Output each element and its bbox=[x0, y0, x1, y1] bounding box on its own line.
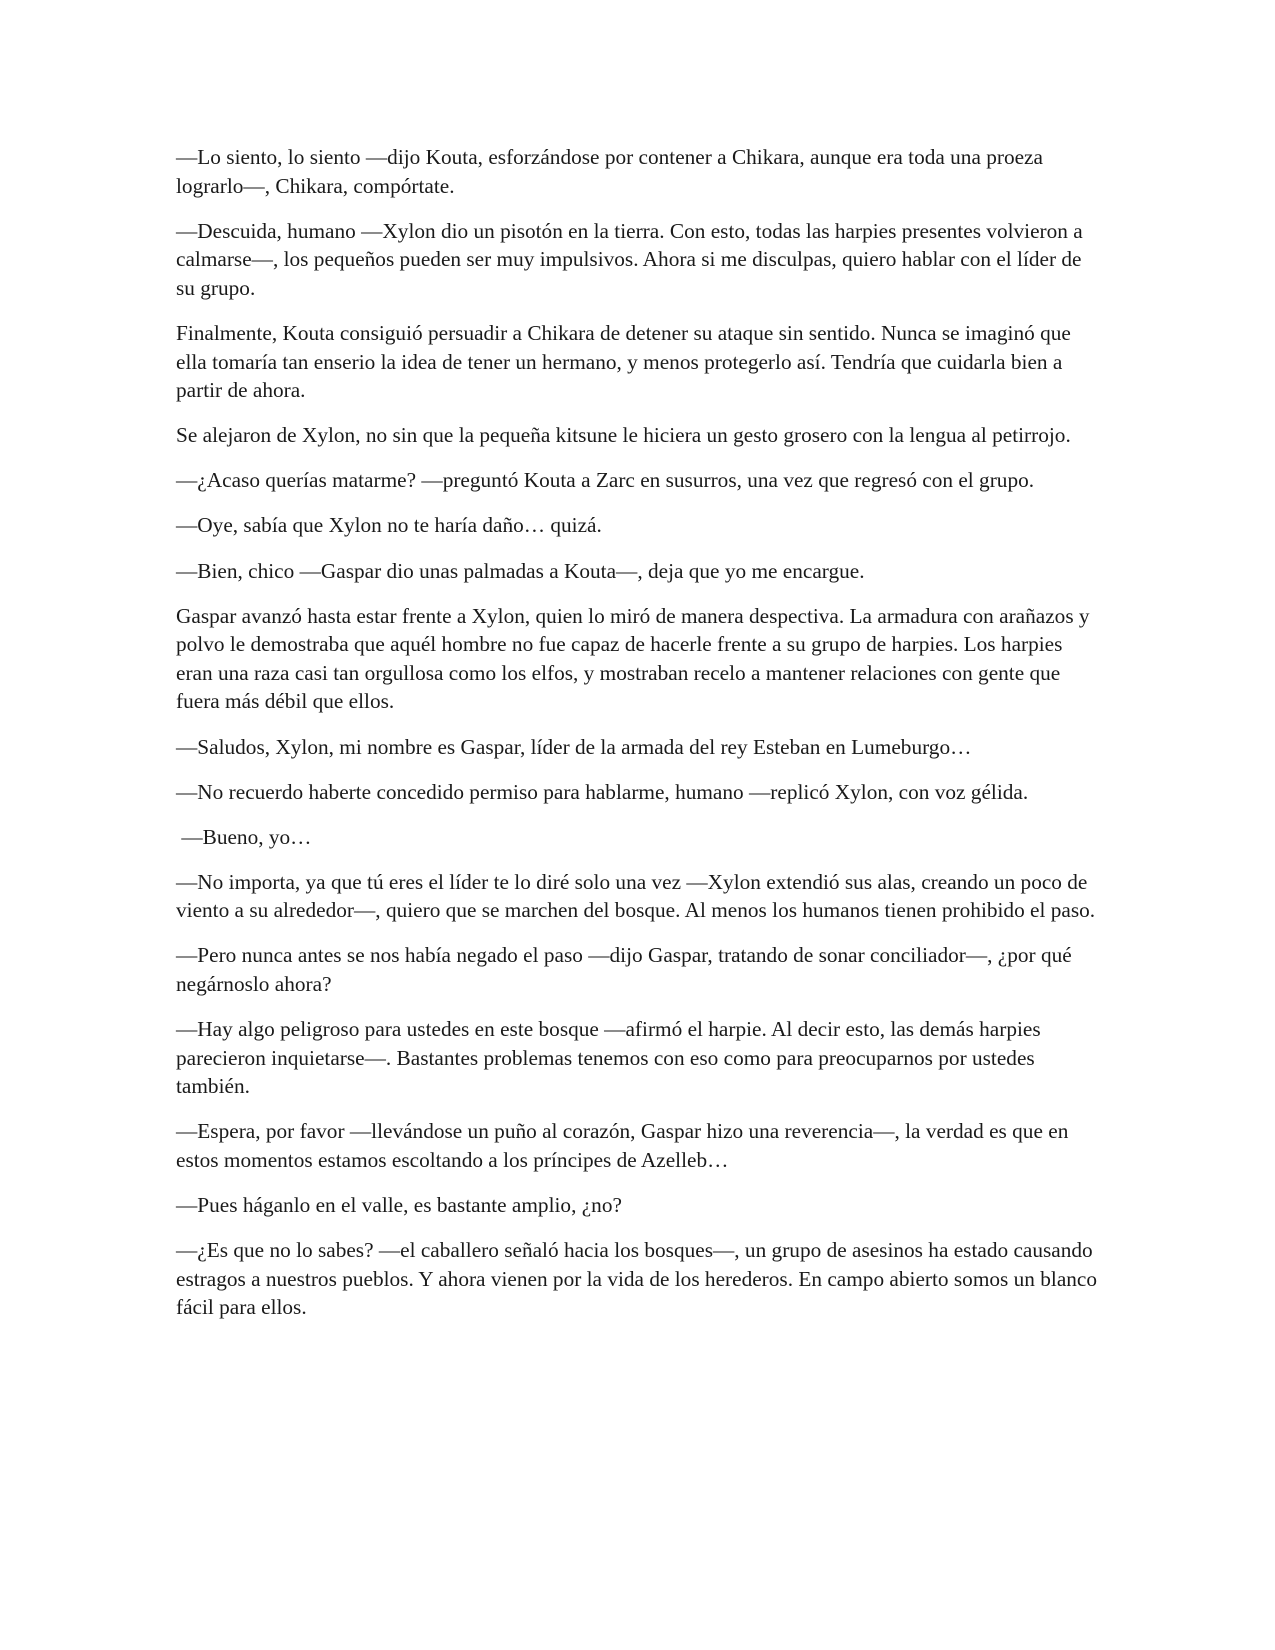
paragraph: —Bien, chico —Gaspar dio unas palmadas a Kouta—, deja que yo me encargue. bbox=[176, 558, 865, 583]
paragraph: Se alejaron de Xylon, no sin que la pequeña kitsune le hiciera un gesto grosero con la lengua al petirrojo. bbox=[176, 423, 1071, 448]
paragraph: —Oye, sabía que Xylon no te haría daño… quizá. bbox=[176, 513, 602, 538]
paragraph: —No recuerdo haberte concedido permiso para hablarme, humano —replicó Xylon, con voz gélida. bbox=[176, 779, 1029, 804]
paragraph: —¿Es que no lo sabes? —el caballero señaló hacia los bosques—, un grupo de asesinos ha estado causando estragos a nuestros pueblos. Y ahora vienen por la vida de los herederos. En campo abierto somos un blanco fácil para ellos. bbox=[176, 1238, 1098, 1320]
paragraph: —Descuida, humano —Xylon dio un pisotón en la tierra. Con esto, todas las harpies presentes volvieron a calmarse—, los pequeños pueden ser muy impulsivos. Ahora si me disculpas, quiero hablar con el líder de su grupo. bbox=[176, 218, 1083, 300]
paragraph: —Pero nunca antes se nos había negado el paso —dijo Gaspar, tratando de sonar conciliador—, ¿por qué negárnoslo ahora? bbox=[176, 943, 1072, 997]
paragraph: —Pues háganlo en el valle, es bastante amplio, ¿no? bbox=[176, 1193, 622, 1218]
paragraph: —¿Acaso querías matarme? —preguntó Kouta a Zarc en susurros, una vez que regresó con el grupo. bbox=[176, 468, 1035, 493]
paragraph: —Espera, por favor —llevándose un puño al corazón, Gaspar hizo una reverencia—, la verdad es que en estos momentos estamos escoltando a los príncipes de Azelleb… bbox=[176, 1119, 1069, 1173]
document-body bbox=[176, 143, 1100, 1339]
paragraph: —Bueno, yo… bbox=[176, 824, 312, 849]
paragraph: —Hay algo peligroso para ustedes en este bosque —afirmó el harpie. Al decir esto, las demás harpies parecieron inquietarse—. Bastantes problemas tenemos con eso como para preocuparnos por ustedes también. bbox=[176, 1017, 1041, 1099]
paragraph: —Lo siento, lo siento —dijo Kouta, esforzándose por contener a Chikara, aunque era toda una proeza lograrlo—, Chikara, compórtate. bbox=[176, 145, 1043, 198]
paragraph: —No importa, ya que tú eres el líder te lo diré solo una vez —Xylon extendió sus alas, creando un poco de viento a su alrededor—, quiero que se marchen del bosque. Al menos los humanos tienen prohibido el paso. bbox=[176, 869, 1096, 923]
paragraph: —Saludos, Xylon, mi nombre es Gaspar, líder de la armada del rey Esteban en Lumeburgo… bbox=[176, 734, 972, 759]
paragraph: Finalmente, Kouta consiguió persuadir a Chikara de detener su ataque sin sentido. Nunca se imaginó que ella tomaría tan enserio la idea de tener un hermano, y menos protegerlo así. Tendría que cuidarla bien a partir de ahora. bbox=[176, 320, 1071, 403]
paragraph: Gaspar avanzó hasta estar frente a Xylon, quien lo miró de manera despectiva. La armadura con arañazos y polvo le demostraba que aquél hombre no fue capaz de hacerle frente a su grupo de harpies. Los harpies eran una raza casi tan orgullosa como los elfos, y mostraban recelo a mantener relaciones con gente que fuera más débil que ellos. bbox=[176, 603, 1090, 714]
